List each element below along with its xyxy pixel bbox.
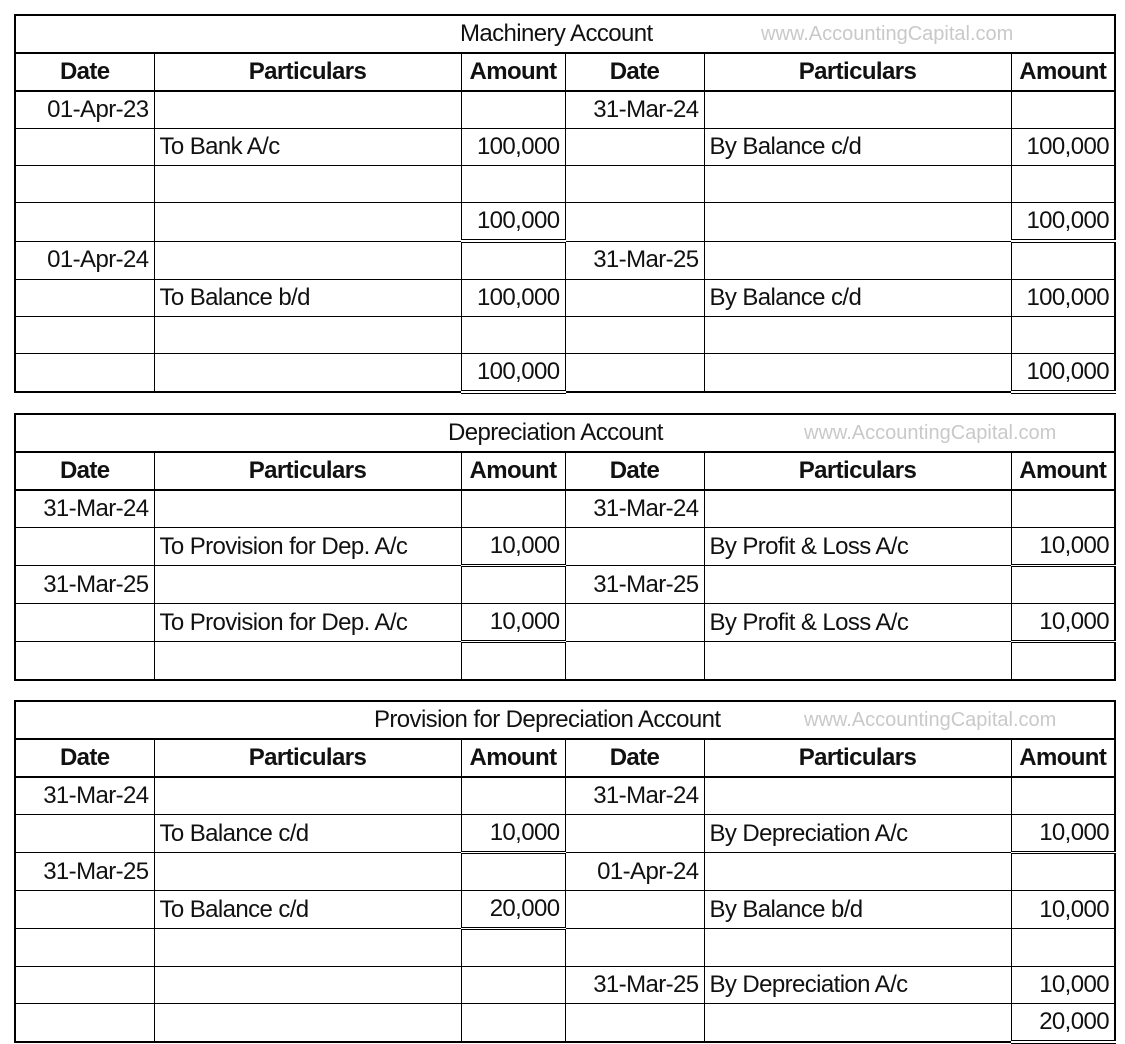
particulars-cr: By Depreciation A/c: [704, 815, 1011, 853]
date-cr: [565, 891, 704, 929]
amount-dr: [461, 929, 565, 967]
amount-dr: [461, 166, 565, 203]
particulars-dr: To Provision for Dep. A/c: [154, 528, 461, 566]
ledger-title: Provision for Depreciation Account: [374, 706, 721, 733]
date-cr: 31-Mar-24: [565, 490, 704, 528]
ledger-row: [15, 280, 1115, 317]
date-dr: [15, 280, 154, 317]
ledger-header-row: [15, 452, 1115, 490]
ledger-row: [15, 642, 1115, 681]
total-amount-cr: 100,000: [1011, 354, 1115, 393]
date-cr: [565, 317, 704, 354]
amount-dr: [461, 241, 565, 280]
date-dr: [15, 1004, 154, 1043]
date-dr: 31-Mar-24: [15, 777, 154, 815]
particulars-cr: [704, 203, 1011, 242]
ledger-header-row: [15, 53, 1115, 91]
amount-dr: [461, 566, 565, 604]
amount-dr: 100,000: [461, 129, 565, 166]
amount-dr: 10,000: [461, 528, 565, 566]
particulars-dr: [154, 203, 461, 242]
date-dr: [15, 129, 154, 166]
date-cr: 31-Mar-24: [565, 777, 704, 815]
ledger-title-cell: [15, 701, 1115, 739]
header-date-cr: Date: [565, 452, 704, 490]
particulars-dr: [154, 490, 461, 528]
particulars-dr: To Balance b/d: [154, 280, 461, 317]
header-amount-cr: Amount: [1011, 452, 1115, 490]
amount-cr: [1011, 166, 1115, 203]
header-amount-cr: Amount: [1011, 53, 1115, 91]
date-dr: [15, 891, 154, 929]
particulars-cr: By Depreciation A/c: [704, 967, 1011, 1004]
particulars-dr: To Bank A/c: [154, 129, 461, 166]
date-dr: [15, 967, 154, 1004]
watermark: www.AccountingCapital.com: [804, 709, 1057, 731]
ledger-row: [15, 929, 1115, 967]
amount-cr: [1011, 929, 1115, 967]
header-date-dr: Date: [15, 53, 154, 91]
amount-dr: [461, 642, 565, 681]
date-cr: [565, 129, 704, 166]
particulars-dr: [154, 166, 461, 203]
date-cr: [565, 166, 704, 203]
particulars-cr: [704, 566, 1011, 604]
ledger-row: [15, 317, 1115, 354]
amount-cr: 10,000: [1011, 815, 1115, 853]
amount-cr: [1011, 853, 1115, 891]
ledger-row: [15, 566, 1115, 604]
date-cr: 31-Mar-25: [565, 566, 704, 604]
amount-cr: 10,000: [1011, 604, 1115, 642]
date-cr: 31-Mar-25: [565, 241, 704, 280]
date-dr: [15, 354, 154, 393]
particulars-cr: [704, 166, 1011, 203]
ledger-row: [15, 528, 1115, 566]
amount-dr: [461, 853, 565, 891]
particulars-cr: [704, 317, 1011, 354]
ledger-row: [15, 967, 1115, 1004]
date-cr: [565, 1004, 704, 1043]
particulars-dr: [154, 317, 461, 354]
date-dr: [15, 642, 154, 681]
particulars-cr: [704, 853, 1011, 891]
date-cr: [565, 604, 704, 642]
particulars-dr: [154, 566, 461, 604]
ledger-title-row: [15, 414, 1115, 452]
header-amount-cr: Amount: [1011, 739, 1115, 777]
header-date-dr: Date: [15, 452, 154, 490]
ledger-row: [15, 241, 1115, 280]
header-particulars-dr: Particulars: [154, 739, 461, 777]
date-cr: 31-Mar-24: [565, 91, 704, 129]
date-dr: [15, 203, 154, 242]
amount-cr: 100,000: [1011, 280, 1115, 317]
date-cr: [565, 280, 704, 317]
date-dr: [15, 929, 154, 967]
particulars-dr: [154, 929, 461, 967]
particulars-dr: [154, 91, 461, 129]
amount-dr: [461, 490, 565, 528]
amount-cr: [1011, 490, 1115, 528]
amount-dr: 20,000: [461, 891, 565, 929]
amount-dr: 100,000: [461, 280, 565, 317]
particulars-cr: [704, 91, 1011, 129]
particulars-dr: To Provision for Dep. A/c: [154, 604, 461, 642]
ledger-title: Machinery Account: [460, 20, 653, 47]
particulars-cr: [704, 1004, 1011, 1043]
particulars-cr: By Balance c/d: [704, 129, 1011, 166]
particulars-dr: [154, 642, 461, 681]
amount-cr: [1011, 566, 1115, 604]
ledger-total-row: [15, 1004, 1115, 1043]
date-cr: [565, 528, 704, 566]
date-cr: 31-Mar-25: [565, 967, 704, 1004]
total-amount-cr: 100,000: [1011, 203, 1115, 242]
amount-cr: [1011, 317, 1115, 354]
ledger-row: [15, 91, 1115, 129]
particulars-dr: [154, 354, 461, 393]
ledger-title-row: [15, 15, 1115, 53]
particulars-cr: By Profit & Loss A/c: [704, 604, 1011, 642]
header-amount-dr: Amount: [461, 452, 565, 490]
amount-cr: 10,000: [1011, 967, 1115, 1004]
ledger-row: [15, 891, 1115, 929]
particulars-dr: [154, 1004, 461, 1043]
total-amount-dr: 100,000: [461, 354, 565, 393]
ledger-title-cell: [15, 15, 1115, 53]
particulars-dr: To Balance c/d: [154, 815, 461, 853]
particulars-cr: By Balance b/d: [704, 891, 1011, 929]
particulars-cr: [704, 777, 1011, 815]
particulars-cr: By Profit & Loss A/c: [704, 528, 1011, 566]
header-particulars-cr: Particulars: [704, 53, 1011, 91]
date-dr: [15, 815, 154, 853]
header-amount-dr: Amount: [461, 53, 565, 91]
date-dr: [15, 166, 154, 203]
particulars-cr: [704, 642, 1011, 681]
particulars-cr: [704, 490, 1011, 528]
header-particulars-dr: Particulars: [154, 53, 461, 91]
header-particulars-cr: Particulars: [704, 739, 1011, 777]
amount-dr: 10,000: [461, 815, 565, 853]
date-dr: 01-Apr-23: [15, 91, 154, 129]
date-cr: [565, 642, 704, 681]
ledger-title-cell: [15, 414, 1115, 452]
date-cr: 01-Apr-24: [565, 853, 704, 891]
date-dr: 31-Mar-25: [15, 566, 154, 604]
amount-dr: [461, 967, 565, 1004]
machinery-account-ledger: [14, 14, 1116, 394]
ledger-header-row: [15, 739, 1115, 777]
amount-dr: 10,000: [461, 604, 565, 642]
date-cr: [565, 203, 704, 242]
date-cr: [565, 354, 704, 393]
header-particulars-dr: Particulars: [154, 452, 461, 490]
amount-dr: [461, 1004, 565, 1043]
provision-for-depreciation-account-ledger: [14, 700, 1116, 1044]
amount-cr: [1011, 241, 1115, 280]
particulars-cr: By Balance c/d: [704, 280, 1011, 317]
ledger-total-row: [15, 203, 1115, 242]
date-dr: 31-Mar-25: [15, 853, 154, 891]
ledger-row: [15, 777, 1115, 815]
date-dr: 31-Mar-24: [15, 490, 154, 528]
ledger-row: [15, 815, 1115, 853]
ledger-title-row: [15, 701, 1115, 739]
particulars-dr: [154, 241, 461, 280]
ledger-row: [15, 129, 1115, 166]
particulars-dr: [154, 853, 461, 891]
date-dr: [15, 317, 154, 354]
date-dr: [15, 528, 154, 566]
ledger-total-row: [15, 354, 1115, 393]
ledger-row: [15, 166, 1115, 203]
amount-dr: [461, 777, 565, 815]
amount-dr: [461, 91, 565, 129]
header-amount-dr: Amount: [461, 739, 565, 777]
amount-cr: [1011, 642, 1115, 681]
ledger-row: [15, 853, 1115, 891]
particulars-cr: [704, 929, 1011, 967]
total-amount-cr: 20,000: [1011, 1004, 1115, 1043]
particulars-dr: [154, 967, 461, 1004]
amount-dr: [461, 317, 565, 354]
particulars-cr: [704, 241, 1011, 280]
particulars-cr: [704, 354, 1011, 393]
depreciation-account-ledger: [14, 413, 1116, 681]
date-dr: [15, 604, 154, 642]
amount-cr: 100,000: [1011, 129, 1115, 166]
amount-cr: 10,000: [1011, 528, 1115, 566]
particulars-dr: [154, 777, 461, 815]
header-particulars-cr: Particulars: [704, 452, 1011, 490]
amount-cr: 10,000: [1011, 891, 1115, 929]
header-date-cr: Date: [565, 739, 704, 777]
watermark: www.AccountingCapital.com: [761, 23, 1014, 45]
header-date-cr: Date: [565, 53, 704, 91]
amount-cr: [1011, 91, 1115, 129]
ledger-row: [15, 604, 1115, 642]
amount-cr: [1011, 777, 1115, 815]
watermark: www.AccountingCapital.com: [804, 422, 1057, 444]
header-date-dr: Date: [15, 739, 154, 777]
ledger-title: Depreciation Account: [448, 419, 663, 446]
particulars-dr: To Balance c/d: [154, 891, 461, 929]
date-cr: [565, 815, 704, 853]
ledger-row: [15, 490, 1115, 528]
date-dr: 01-Apr-24: [15, 241, 154, 280]
date-cr: [565, 929, 704, 967]
total-amount-dr: 100,000: [461, 203, 565, 242]
